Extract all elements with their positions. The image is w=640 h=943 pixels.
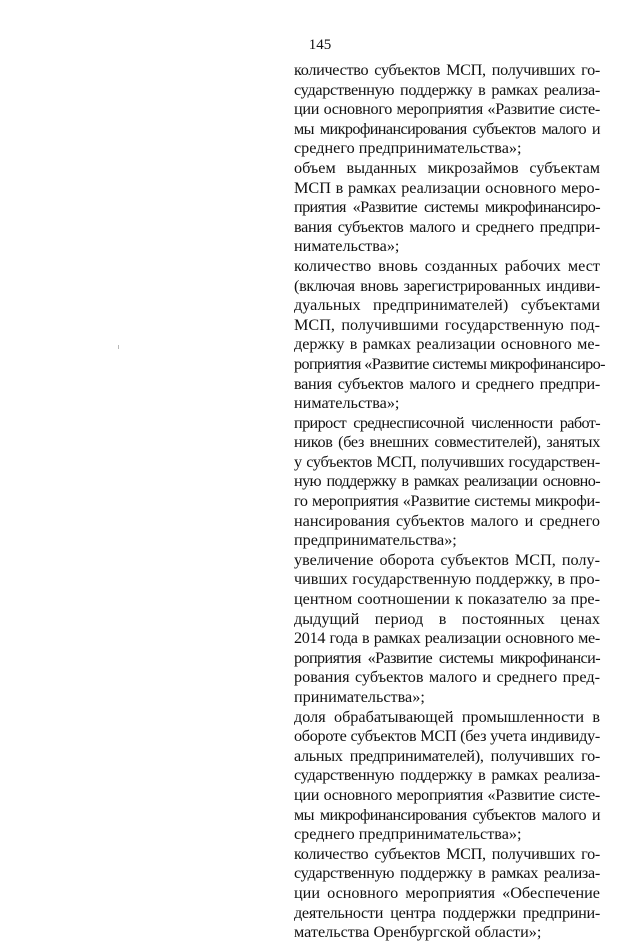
text-line: объем выданных микрозаймов субъектам <box>294 158 600 177</box>
text-line: мательства Оренбургской области»; <box>294 923 542 942</box>
text-line: у субъектов МСП, получивших государствен- <box>294 452 600 471</box>
text-line: деятельности центра поддержки предприни- <box>294 903 600 922</box>
text-line: предпринимательства»; <box>294 531 457 550</box>
text-line: количество вновь созданных рабочих мест <box>294 256 600 275</box>
text-line: (включая вновь зарегистрированных индиви- <box>294 276 600 295</box>
text-line: нансирования субъектов малого и среднего <box>294 511 600 530</box>
text-line: нимательства»; <box>294 237 400 256</box>
text-line: приятия «Развитие системы микрофинансиро- <box>294 198 600 217</box>
text-line: среднего предпринимательства»; <box>294 139 522 158</box>
text-line: ции основного мероприятия «Развитие систе- <box>294 785 600 804</box>
scan-mark <box>118 345 119 349</box>
text-line: прирост среднесписочной численности работ- <box>294 413 600 432</box>
text-line: альных предпринимателей), получивших го- <box>294 746 600 765</box>
text-line: МСП в рамках реализации основного меро- <box>294 178 600 197</box>
text-line: принимательства»; <box>294 688 425 706</box>
text-line: количество субъектов МСП, получивших го- <box>294 61 600 79</box>
text-line: вания субъектов малого и среднего предпри- <box>294 217 600 236</box>
text-line: сударственную поддержку в рамках реализа- <box>294 766 600 785</box>
text-line: ции основного мероприятия «Развитие систе- <box>294 100 600 119</box>
text-line: количество субъектов МСП, получивших го- <box>294 844 600 863</box>
text-line: ную поддержку в рамках реализации основно- <box>294 472 600 491</box>
text-line: ции основного мероприятия «Обеспечение <box>294 883 600 902</box>
text-line: рования субъектов малого и среднего пред- <box>294 668 600 687</box>
text-line: вания субъектов малого и среднего предпри- <box>294 374 600 393</box>
text-line: среднего предпринимательства»; <box>294 825 522 844</box>
text-line: роприятия «Развитие системы микрофинансиро- <box>294 354 605 373</box>
text-line: сударственную поддержку в рамках реализа- <box>294 80 600 99</box>
text-line: чивших государственную поддержку, в про- <box>294 570 600 589</box>
text-line: нимательства»; <box>294 394 400 413</box>
text-line: обороте субъектов МСП (без учета индивиду- <box>294 727 600 746</box>
text-line: дуальных предпринимателей) субъектами <box>294 296 600 315</box>
text-line: ников (без внешних совместителей), занятых <box>294 433 600 452</box>
text-line: го мероприятия «Развитие системы микрофи- <box>294 492 600 511</box>
text-line: держку в рамках реализации основного ме- <box>294 335 600 354</box>
text-line: дыдущий период в постоянных ценах <box>294 609 600 628</box>
text-line: мы микрофинансирования субъектов малого и <box>294 119 600 138</box>
text-line: увеличение оборота субъектов МСП, полу- <box>294 550 600 569</box>
text-line: сударственную поддержку в рамках реализа- <box>294 864 600 883</box>
text-column <box>294 61 605 943</box>
text-line: МСП, получившими государственную под- <box>294 315 600 334</box>
text-line: 2014 года в рамках реализации основного ме- <box>294 629 600 648</box>
text-line: доля обрабатывающей промышленности в <box>294 707 600 726</box>
text-line: центном соотношении к показателю за пре- <box>294 590 600 609</box>
text-line: мы микрофинансирования субъектов малого и <box>294 805 600 824</box>
text-line: роприятия «Развитие системы микрофинанси- <box>294 648 600 667</box>
page-number: 145 <box>308 37 332 53</box>
